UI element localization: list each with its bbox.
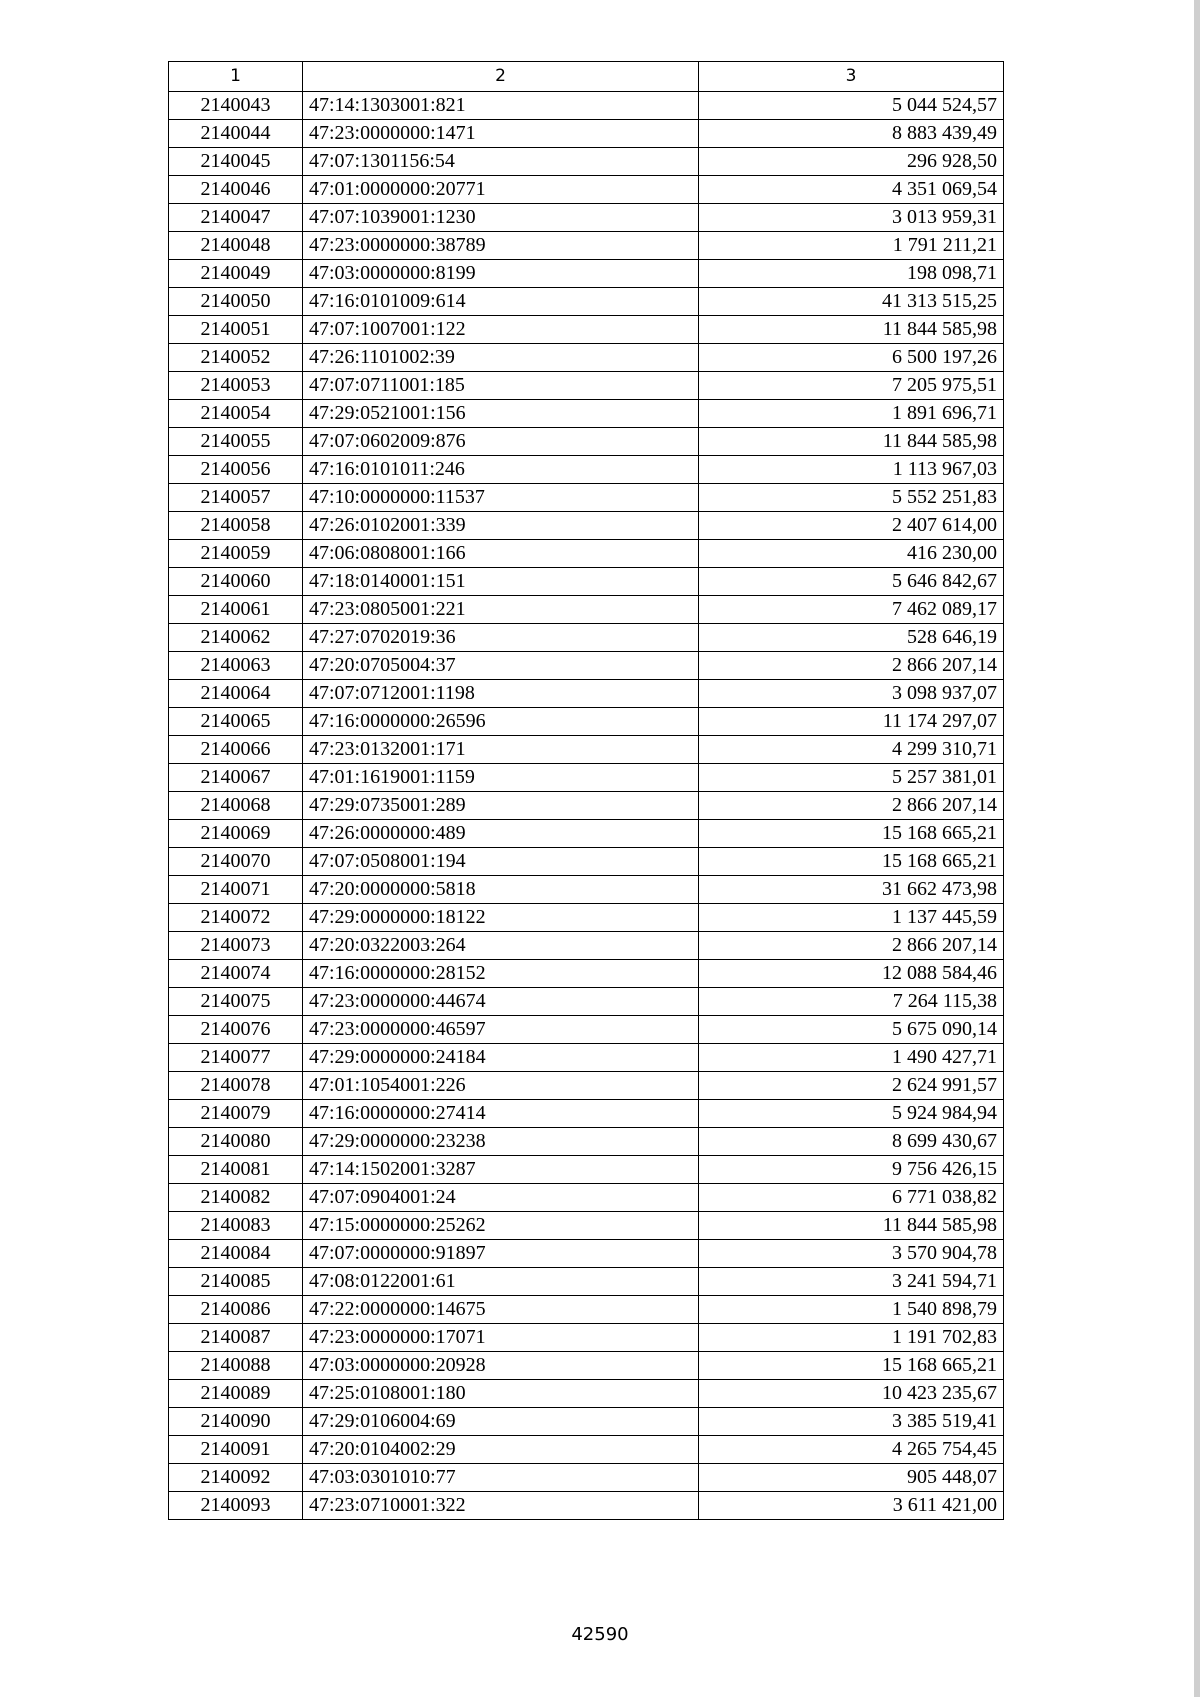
row-number-cell: 2140067 <box>169 764 303 792</box>
table-row <box>169 1436 1004 1464</box>
cadastral-number-cell: 47:16:0101011:246 <box>303 456 699 484</box>
table-row <box>169 1408 1004 1436</box>
cadastral-number-cell: 47:10:0000000:11537 <box>303 484 699 512</box>
row-number-cell: 2140058 <box>169 512 303 540</box>
row-number-cell: 2140082 <box>169 1184 303 1212</box>
value-cell: 5 924 984,94 <box>699 1100 1004 1128</box>
cadastral-number-cell: 47:07:1039001:1230 <box>303 204 699 232</box>
row-number-cell: 2140078 <box>169 1072 303 1100</box>
row-number-cell: 2140076 <box>169 1016 303 1044</box>
table-body <box>169 92 1004 1520</box>
row-number-cell: 2140069 <box>169 820 303 848</box>
value-cell: 11 844 585,98 <box>699 1212 1004 1240</box>
cadastral-number-cell: 47:29:0000000:24184 <box>303 1044 699 1072</box>
cadastral-number-cell: 47:15:0000000:25262 <box>303 1212 699 1240</box>
cadastral-number-cell: 47:23:0000000:17071 <box>303 1324 699 1352</box>
row-number-cell: 2140064 <box>169 680 303 708</box>
row-number-cell: 2140085 <box>169 1268 303 1296</box>
cadastral-number-cell: 47:23:0000000:44674 <box>303 988 699 1016</box>
value-cell: 3 570 904,78 <box>699 1240 1004 1268</box>
table-row <box>169 1352 1004 1380</box>
value-cell: 528 646,19 <box>699 624 1004 652</box>
cadastral-number-cell: 47:23:0805001:221 <box>303 596 699 624</box>
cadastral-number-cell: 47:29:0000000:18122 <box>303 904 699 932</box>
value-cell: 3 013 959,31 <box>699 204 1004 232</box>
table-row <box>169 904 1004 932</box>
cadastral-number-cell: 47:07:0904001:24 <box>303 1184 699 1212</box>
table-row <box>169 1324 1004 1352</box>
row-number-cell: 2140059 <box>169 540 303 568</box>
table-row <box>169 232 1004 260</box>
value-cell: 5 675 090,14 <box>699 1016 1004 1044</box>
cadastral-number-cell: 47:23:0132001:171 <box>303 736 699 764</box>
cadastral-number-cell: 47:26:0000000:489 <box>303 820 699 848</box>
value-cell: 6 500 197,26 <box>699 344 1004 372</box>
row-number-cell: 2140089 <box>169 1380 303 1408</box>
row-number-cell: 2140075 <box>169 988 303 1016</box>
value-cell: 5 257 381,01 <box>699 764 1004 792</box>
table-row <box>169 680 1004 708</box>
cadastral-number-cell: 47:25:0108001:180 <box>303 1380 699 1408</box>
value-cell: 41 313 515,25 <box>699 288 1004 316</box>
cadastral-number-cell: 47:07:0711001:185 <box>303 372 699 400</box>
row-number-cell: 2140051 <box>169 316 303 344</box>
value-cell: 2 866 207,14 <box>699 932 1004 960</box>
table-row <box>169 456 1004 484</box>
value-cell: 10 423 235,67 <box>699 1380 1004 1408</box>
row-number-cell: 2140048 <box>169 232 303 260</box>
column-header-3: 3 <box>699 62 1004 92</box>
cadastral-number-cell: 47:26:1101002:39 <box>303 344 699 372</box>
value-cell: 11 174 297,07 <box>699 708 1004 736</box>
table-row <box>169 1156 1004 1184</box>
row-number-cell: 2140050 <box>169 288 303 316</box>
table-row <box>169 1044 1004 1072</box>
value-cell: 31 662 473,98 <box>699 876 1004 904</box>
value-cell: 4 299 310,71 <box>699 736 1004 764</box>
table-row <box>169 1380 1004 1408</box>
cadastral-number-cell: 47:07:0712001:1198 <box>303 680 699 708</box>
value-cell: 3 611 421,00 <box>699 1492 1004 1520</box>
value-cell: 2 866 207,14 <box>699 652 1004 680</box>
value-cell: 11 844 585,98 <box>699 316 1004 344</box>
cadastral-number-cell: 47:23:0000000:38789 <box>303 232 699 260</box>
table-row <box>169 764 1004 792</box>
cadastral-number-cell: 47:29:0735001:289 <box>303 792 699 820</box>
row-number-cell: 2140057 <box>169 484 303 512</box>
row-number-cell: 2140081 <box>169 1156 303 1184</box>
table-row <box>169 736 1004 764</box>
row-number-cell: 2140080 <box>169 1128 303 1156</box>
value-cell: 7 205 975,51 <box>699 372 1004 400</box>
table-row <box>169 1128 1004 1156</box>
row-number-cell: 2140054 <box>169 400 303 428</box>
value-cell: 1 540 898,79 <box>699 1296 1004 1324</box>
value-cell: 5 044 524,57 <box>699 92 1004 120</box>
table-row <box>169 652 1004 680</box>
cadastral-number-cell: 47:07:0602009:876 <box>303 428 699 456</box>
value-cell: 905 448,07 <box>699 1464 1004 1492</box>
table-row <box>169 344 1004 372</box>
value-cell: 1 113 967,03 <box>699 456 1004 484</box>
cadastral-number-cell: 47:07:1007001:122 <box>303 316 699 344</box>
row-number-cell: 2140066 <box>169 736 303 764</box>
cadastral-number-cell: 47:20:0000000:5818 <box>303 876 699 904</box>
value-cell: 12 088 584,46 <box>699 960 1004 988</box>
row-number-cell: 2140065 <box>169 708 303 736</box>
page-number: 42590 <box>571 1624 629 1645</box>
row-number-cell: 2140072 <box>169 904 303 932</box>
cadastral-number-cell: 47:01:0000000:20771 <box>303 176 699 204</box>
table-row <box>169 1016 1004 1044</box>
table-row <box>169 1240 1004 1268</box>
cadastral-number-cell: 47:03:0000000:20928 <box>303 1352 699 1380</box>
cadastral-number-cell: 47:26:0102001:339 <box>303 512 699 540</box>
table-row <box>169 1296 1004 1324</box>
value-cell: 8 883 439,49 <box>699 120 1004 148</box>
value-cell: 416 230,00 <box>699 540 1004 568</box>
cadastral-number-cell: 47:08:0122001:61 <box>303 1268 699 1296</box>
table-row <box>169 204 1004 232</box>
table-row <box>169 624 1004 652</box>
cadastral-number-cell: 47:01:1054001:226 <box>303 1072 699 1100</box>
cadastral-number-cell: 47:23:0000000:1471 <box>303 120 699 148</box>
table-row <box>169 568 1004 596</box>
table-row <box>169 400 1004 428</box>
table-row <box>169 484 1004 512</box>
table-row <box>169 960 1004 988</box>
value-cell: 7 264 115,38 <box>699 988 1004 1016</box>
table-row <box>169 316 1004 344</box>
table-row <box>169 596 1004 624</box>
table-row <box>169 1072 1004 1100</box>
row-number-cell: 2140046 <box>169 176 303 204</box>
value-cell: 5 646 842,67 <box>699 568 1004 596</box>
row-number-cell: 2140084 <box>169 1240 303 1268</box>
value-cell: 11 844 585,98 <box>699 428 1004 456</box>
row-number-cell: 2140092 <box>169 1464 303 1492</box>
cadastral-number-cell: 47:16:0000000:28152 <box>303 960 699 988</box>
table-row <box>169 288 1004 316</box>
row-number-cell: 2140043 <box>169 92 303 120</box>
cadastral-number-cell: 47:29:0106004:69 <box>303 1408 699 1436</box>
table-row <box>169 1464 1004 1492</box>
row-number-cell: 2140052 <box>169 344 303 372</box>
value-cell: 5 552 251,83 <box>699 484 1004 512</box>
cadastral-number-cell: 47:16:0000000:27414 <box>303 1100 699 1128</box>
value-cell: 1 891 696,71 <box>699 400 1004 428</box>
cadastral-number-cell: 47:16:0000000:26596 <box>303 708 699 736</box>
table-row <box>169 848 1004 876</box>
cadastral-number-cell: 47:29:0521001:156 <box>303 400 699 428</box>
row-number-cell: 2140044 <box>169 120 303 148</box>
value-cell: 4 265 754,45 <box>699 1436 1004 1464</box>
cadastral-number-cell: 47:14:1303001:821 <box>303 92 699 120</box>
value-cell: 15 168 665,21 <box>699 848 1004 876</box>
column-header-1: 1 <box>169 62 303 92</box>
row-number-cell: 2140055 <box>169 428 303 456</box>
row-number-cell: 2140053 <box>169 372 303 400</box>
value-cell: 3 098 937,07 <box>699 680 1004 708</box>
value-cell: 296 928,50 <box>699 148 1004 176</box>
row-number-cell: 2140068 <box>169 792 303 820</box>
row-number-cell: 2140061 <box>169 596 303 624</box>
column-header-2: 2 <box>303 62 699 92</box>
row-number-cell: 2140086 <box>169 1296 303 1324</box>
table-row <box>169 428 1004 456</box>
value-cell: 1 791 211,21 <box>699 232 1004 260</box>
table-row <box>169 1212 1004 1240</box>
row-number-cell: 2140073 <box>169 932 303 960</box>
row-number-cell: 2140049 <box>169 260 303 288</box>
row-number-cell: 2140090 <box>169 1408 303 1436</box>
value-cell: 15 168 665,21 <box>699 1352 1004 1380</box>
cadastral-number-cell: 47:18:0140001:151 <box>303 568 699 596</box>
cadastral-number-cell: 47:27:0702019:36 <box>303 624 699 652</box>
table-row <box>169 512 1004 540</box>
value-cell: 15 168 665,21 <box>699 820 1004 848</box>
table-row <box>169 372 1004 400</box>
table-row <box>169 1492 1004 1520</box>
value-cell: 2 866 207,14 <box>699 792 1004 820</box>
cadastral-value-table <box>168 61 1004 1520</box>
row-number-cell: 2140060 <box>169 568 303 596</box>
row-number-cell: 2140087 <box>169 1324 303 1352</box>
value-cell: 1 191 702,83 <box>699 1324 1004 1352</box>
row-number-cell: 2140088 <box>169 1352 303 1380</box>
value-cell: 2 407 614,00 <box>699 512 1004 540</box>
table-row <box>169 1184 1004 1212</box>
cadastral-number-cell: 47:22:0000000:14675 <box>303 1296 699 1324</box>
cadastral-number-cell: 47:23:0000000:46597 <box>303 1016 699 1044</box>
cadastral-number-cell: 47:07:1301156:54 <box>303 148 699 176</box>
row-number-cell: 2140056 <box>169 456 303 484</box>
table-row <box>169 176 1004 204</box>
table-row <box>169 988 1004 1016</box>
cadastral-number-cell: 47:20:0104002:29 <box>303 1436 699 1464</box>
row-number-cell: 2140083 <box>169 1212 303 1240</box>
table-row <box>169 932 1004 960</box>
cadastral-number-cell: 47:03:0301010:77 <box>303 1464 699 1492</box>
table-row <box>169 1268 1004 1296</box>
value-cell: 8 699 430,67 <box>699 1128 1004 1156</box>
row-number-cell: 2140063 <box>169 652 303 680</box>
row-number-cell: 2140077 <box>169 1044 303 1072</box>
value-cell: 7 462 089,17 <box>699 596 1004 624</box>
row-number-cell: 2140045 <box>169 148 303 176</box>
page-edge <box>1194 0 1200 1697</box>
table-row <box>169 876 1004 904</box>
table-row <box>169 540 1004 568</box>
row-number-cell: 2140071 <box>169 876 303 904</box>
cadastral-number-cell: 47:20:0322003:264 <box>303 932 699 960</box>
table-header-row <box>169 62 1004 92</box>
table-row <box>169 792 1004 820</box>
row-number-cell: 2140047 <box>169 204 303 232</box>
value-cell: 2 624 991,57 <box>699 1072 1004 1100</box>
value-cell: 3 385 519,41 <box>699 1408 1004 1436</box>
table-row <box>169 1100 1004 1128</box>
row-number-cell: 2140074 <box>169 960 303 988</box>
value-cell: 198 098,71 <box>699 260 1004 288</box>
row-number-cell: 2140070 <box>169 848 303 876</box>
row-number-cell: 2140091 <box>169 1436 303 1464</box>
cadastral-number-cell: 47:23:0710001:322 <box>303 1492 699 1520</box>
table-row <box>169 260 1004 288</box>
value-cell: 9 756 426,15 <box>699 1156 1004 1184</box>
value-cell: 4 351 069,54 <box>699 176 1004 204</box>
row-number-cell: 2140093 <box>169 1492 303 1520</box>
cadastral-number-cell: 47:16:0101009:614 <box>303 288 699 316</box>
row-number-cell: 2140062 <box>169 624 303 652</box>
table-row <box>169 148 1004 176</box>
value-cell: 1 137 445,59 <box>699 904 1004 932</box>
value-cell: 3 241 594,71 <box>699 1268 1004 1296</box>
cadastral-number-cell: 47:01:1619001:1159 <box>303 764 699 792</box>
cadastral-number-cell: 47:07:0508001:194 <box>303 848 699 876</box>
table-row <box>169 92 1004 120</box>
cadastral-number-cell: 47:20:0705004:37 <box>303 652 699 680</box>
cadastral-number-cell: 47:14:1502001:3287 <box>303 1156 699 1184</box>
value-cell: 1 490 427,71 <box>699 1044 1004 1072</box>
table-row <box>169 820 1004 848</box>
cadastral-number-cell: 47:29:0000000:23238 <box>303 1128 699 1156</box>
cadastral-number-cell: 47:07:0000000:91897 <box>303 1240 699 1268</box>
value-cell: 6 771 038,82 <box>699 1184 1004 1212</box>
cadastral-number-cell: 47:06:0808001:166 <box>303 540 699 568</box>
cadastral-number-cell: 47:03:0000000:8199 <box>303 260 699 288</box>
table-row <box>169 120 1004 148</box>
table-row <box>169 708 1004 736</box>
row-number-cell: 2140079 <box>169 1100 303 1128</box>
